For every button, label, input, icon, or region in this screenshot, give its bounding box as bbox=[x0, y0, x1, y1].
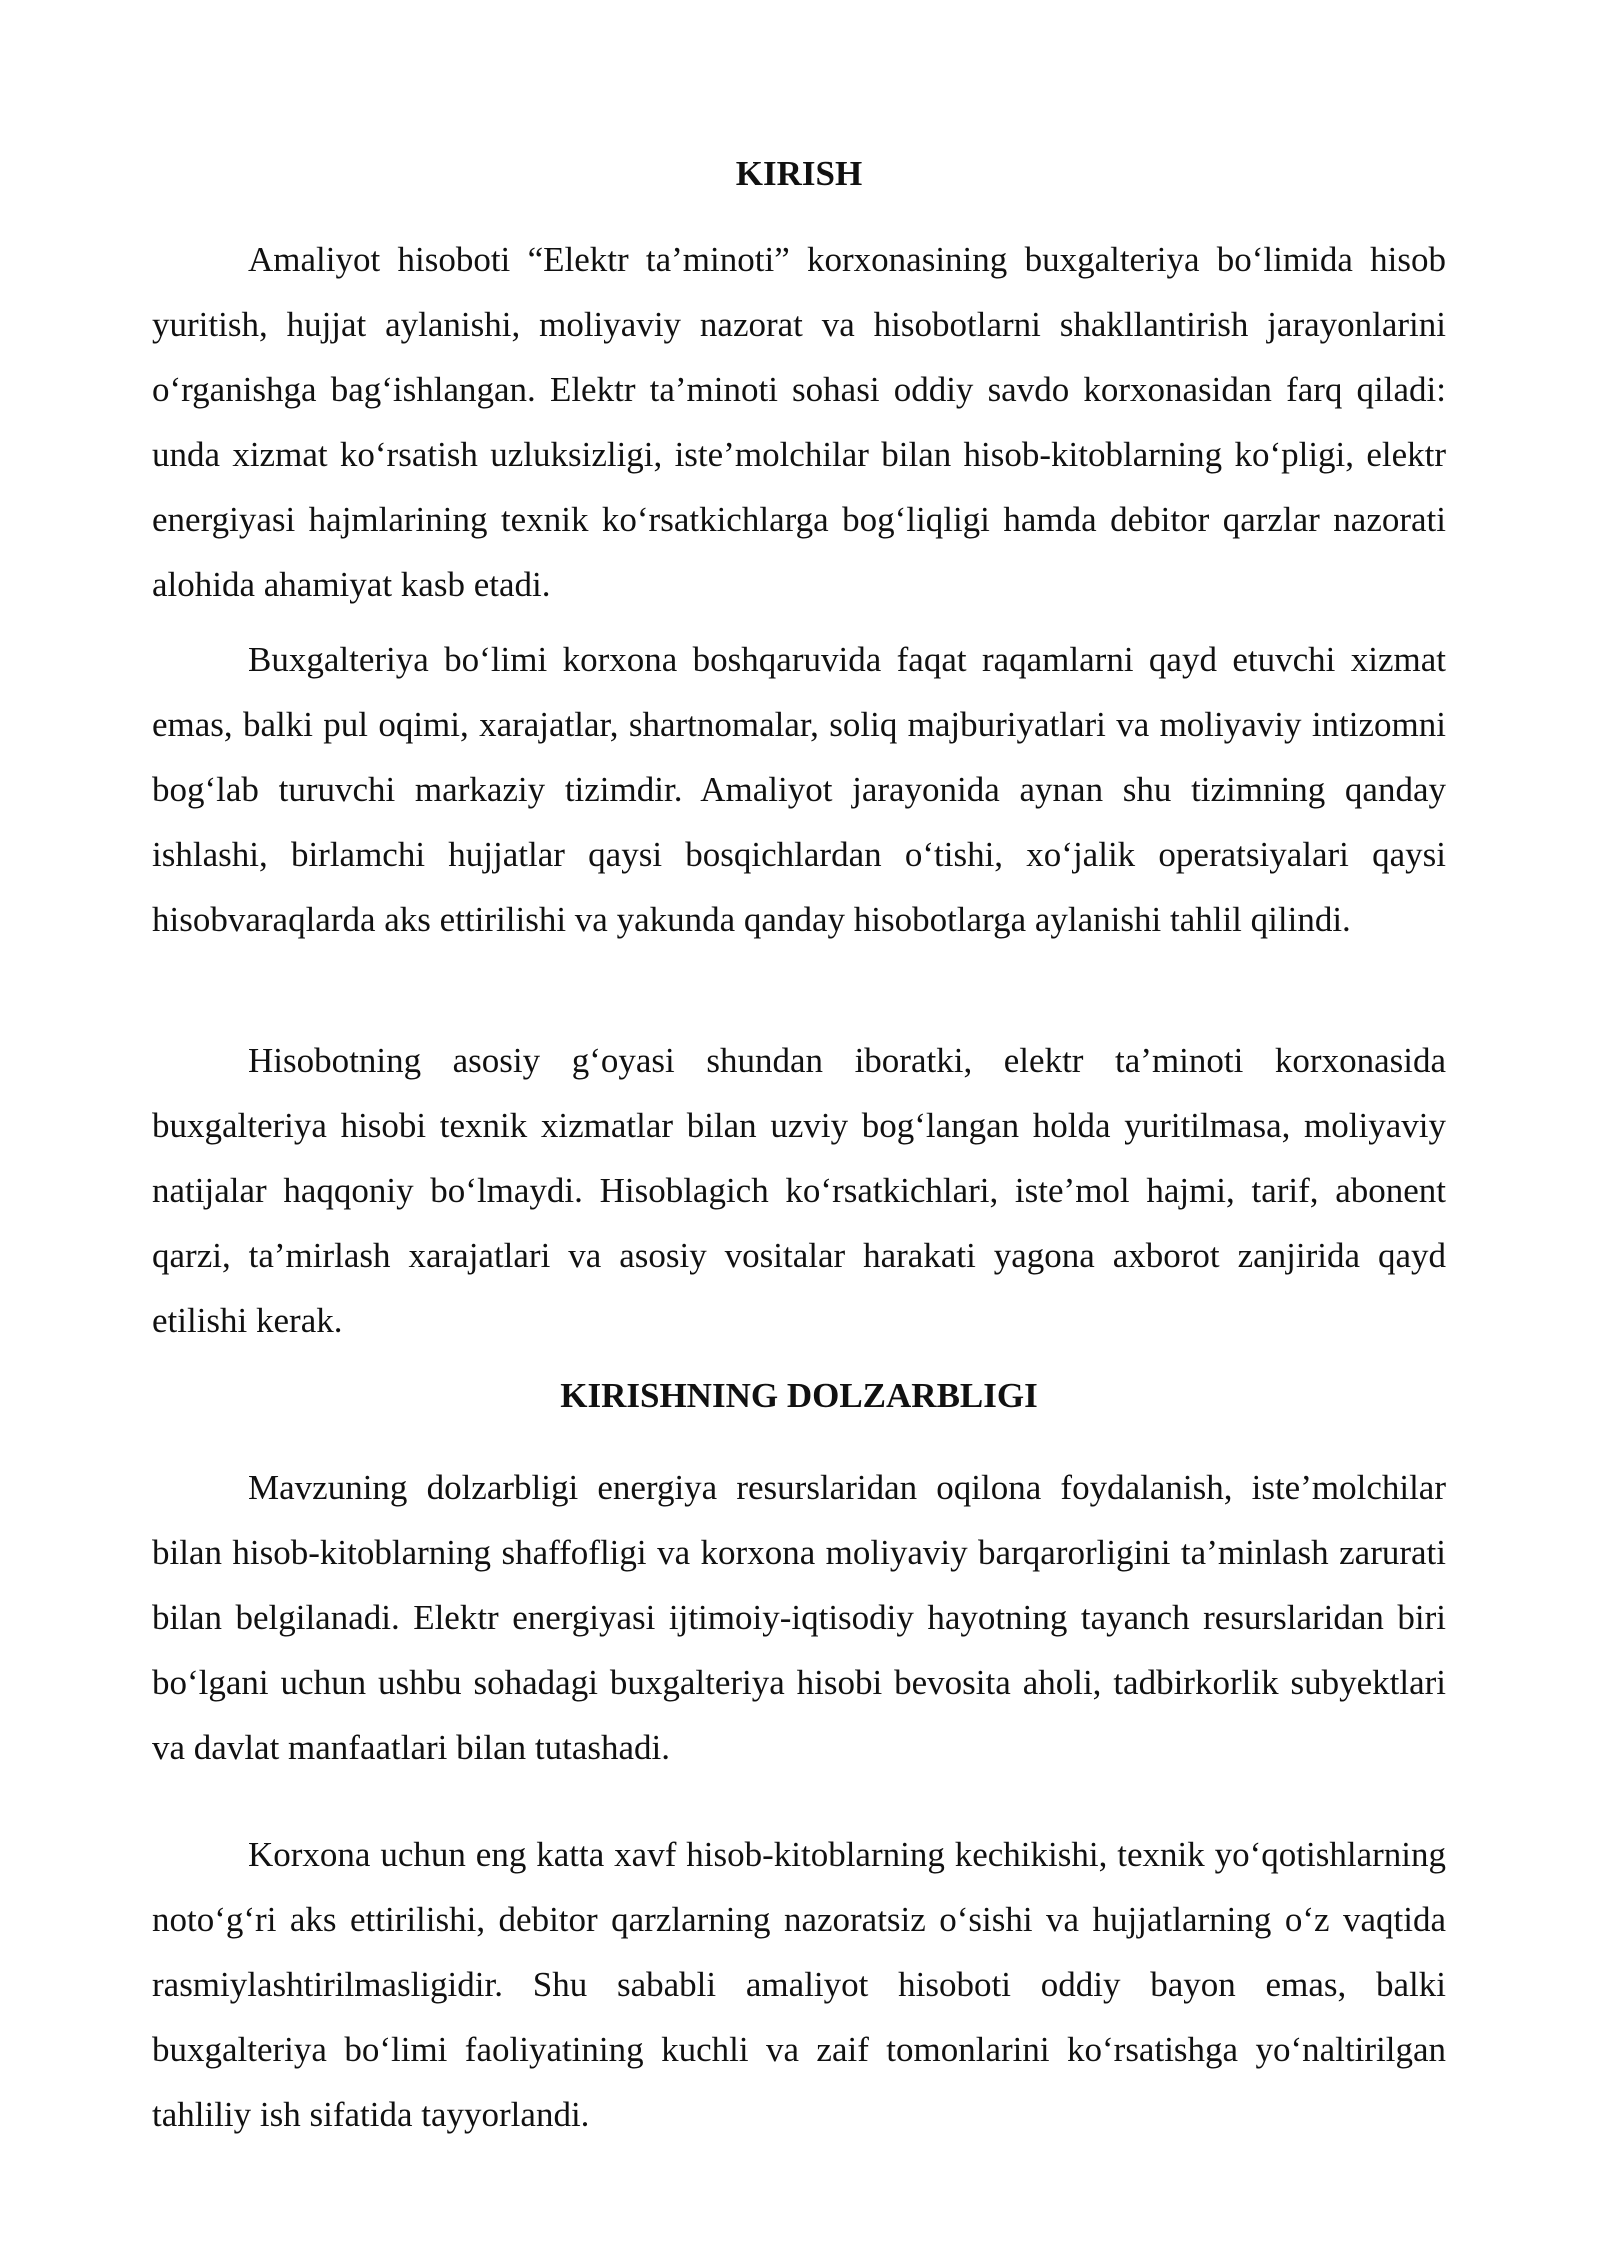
paragraph: Buxgalteriya bo‘limi korxona boshqaruvida faqat raqamlarni qayd etuvchi xizmat emas, balki pul oqimi, xarajatlar, shartnomalar, soliq majburiyatlari va moliyaviy intizomni bog‘lab turuvchi markaziy tizimdir. Amaliyot jarayonida aynan shu tizimning qanday ishlashi, birlamchi hujjatlar qaysi bosqichlardan o‘tishi, xo‘jalik operatsiyalari qaysi hisobvaraqlarda aks ettirilishi va yakunda qanday hisobotlarga aylanishi tahlil qilindi. bbox=[152, 640, 1446, 939]
paragraph: Hisobotning asosiy g‘oyasi shundan iboratki, elektr ta’minoti korxonasida buxgalteriya hisobi texnik xizmatlar bilan uzviy bog‘langan holda yuritilmasa, moliyaviy natijalar haqqoniy bo‘lmaydi. Hisoblagich ko‘rsatkichlari, iste’mol hajmi, tarif, abonent qarzi, ta’mirlash xarajatlari va asosiy vositalar harakati yagona axborot zanjirida qayd etilishi kerak. bbox=[152, 1041, 1446, 1340]
section-heading-dolzarblik: KIRISHNING DOLZARBLIGI bbox=[560, 1376, 1038, 1415]
paragraph: Mavzuning dolzarbligi energiya resurslaridan oqilona foydalanish, iste’molchilar bilan hisob-kitoblarning shaffofligi va korxona moliyaviy barqarorligini ta’minlash zarurati bilan belgilanadi. Elektr energiyasi ijtimoiy-iqtisodiy hayotning tayanch resurslaridan biri bo‘lgani uchun ushbu sohadagi buxgalteriya hisobi bevosita aholi, tadbirkorlik subyektlari va davlat manfaatlari bilan tutashadi. bbox=[152, 1468, 1446, 1767]
section-heading-kirish: KIRISH bbox=[735, 154, 863, 193]
paragraph: Korxona uchun eng katta xavf hisob-kitoblarning kechikishi, texnik yo‘qotishlarning noto‘g‘ri aks ettirilishi, debitor qarzlarning nazoratsiz o‘sishi va hujjatlarning o‘z vaqtida rasmiylashtirilmasligidir. Shu sababli amaliyot hisoboti oddiy bayon emas, balki buxgalteriya bo‘limi faoliyatining kuchli va zaif tomonlarini ko‘rsatishga yo‘naltirilgan tahliliy ish sifatida tayyorlandi. bbox=[152, 1835, 1446, 2134]
paragraph: Amaliyot hisoboti “Elektr ta’minoti” korxonasining buxgalteriya bo‘limida hisob yuritish, hujjat aylanishi, moliyaviy nazorat va hisobotlarni shakllantirish jarayonlarini o‘rganishga bag‘ishlangan. Elektr ta’minoti sohasi oddiy savdo korxonasidan farq qiladi: unda xizmat ko‘rsatish uzluksizligi, iste’molchilar bilan hisob-kitoblarning ko‘pligi, elektr energiyasi hajmlarining texnik ko‘rsatkichlarga bog‘liqligi hamda debitor qarzlar nazorati alohida ahamiyat kasb etadi. bbox=[152, 240, 1446, 604]
